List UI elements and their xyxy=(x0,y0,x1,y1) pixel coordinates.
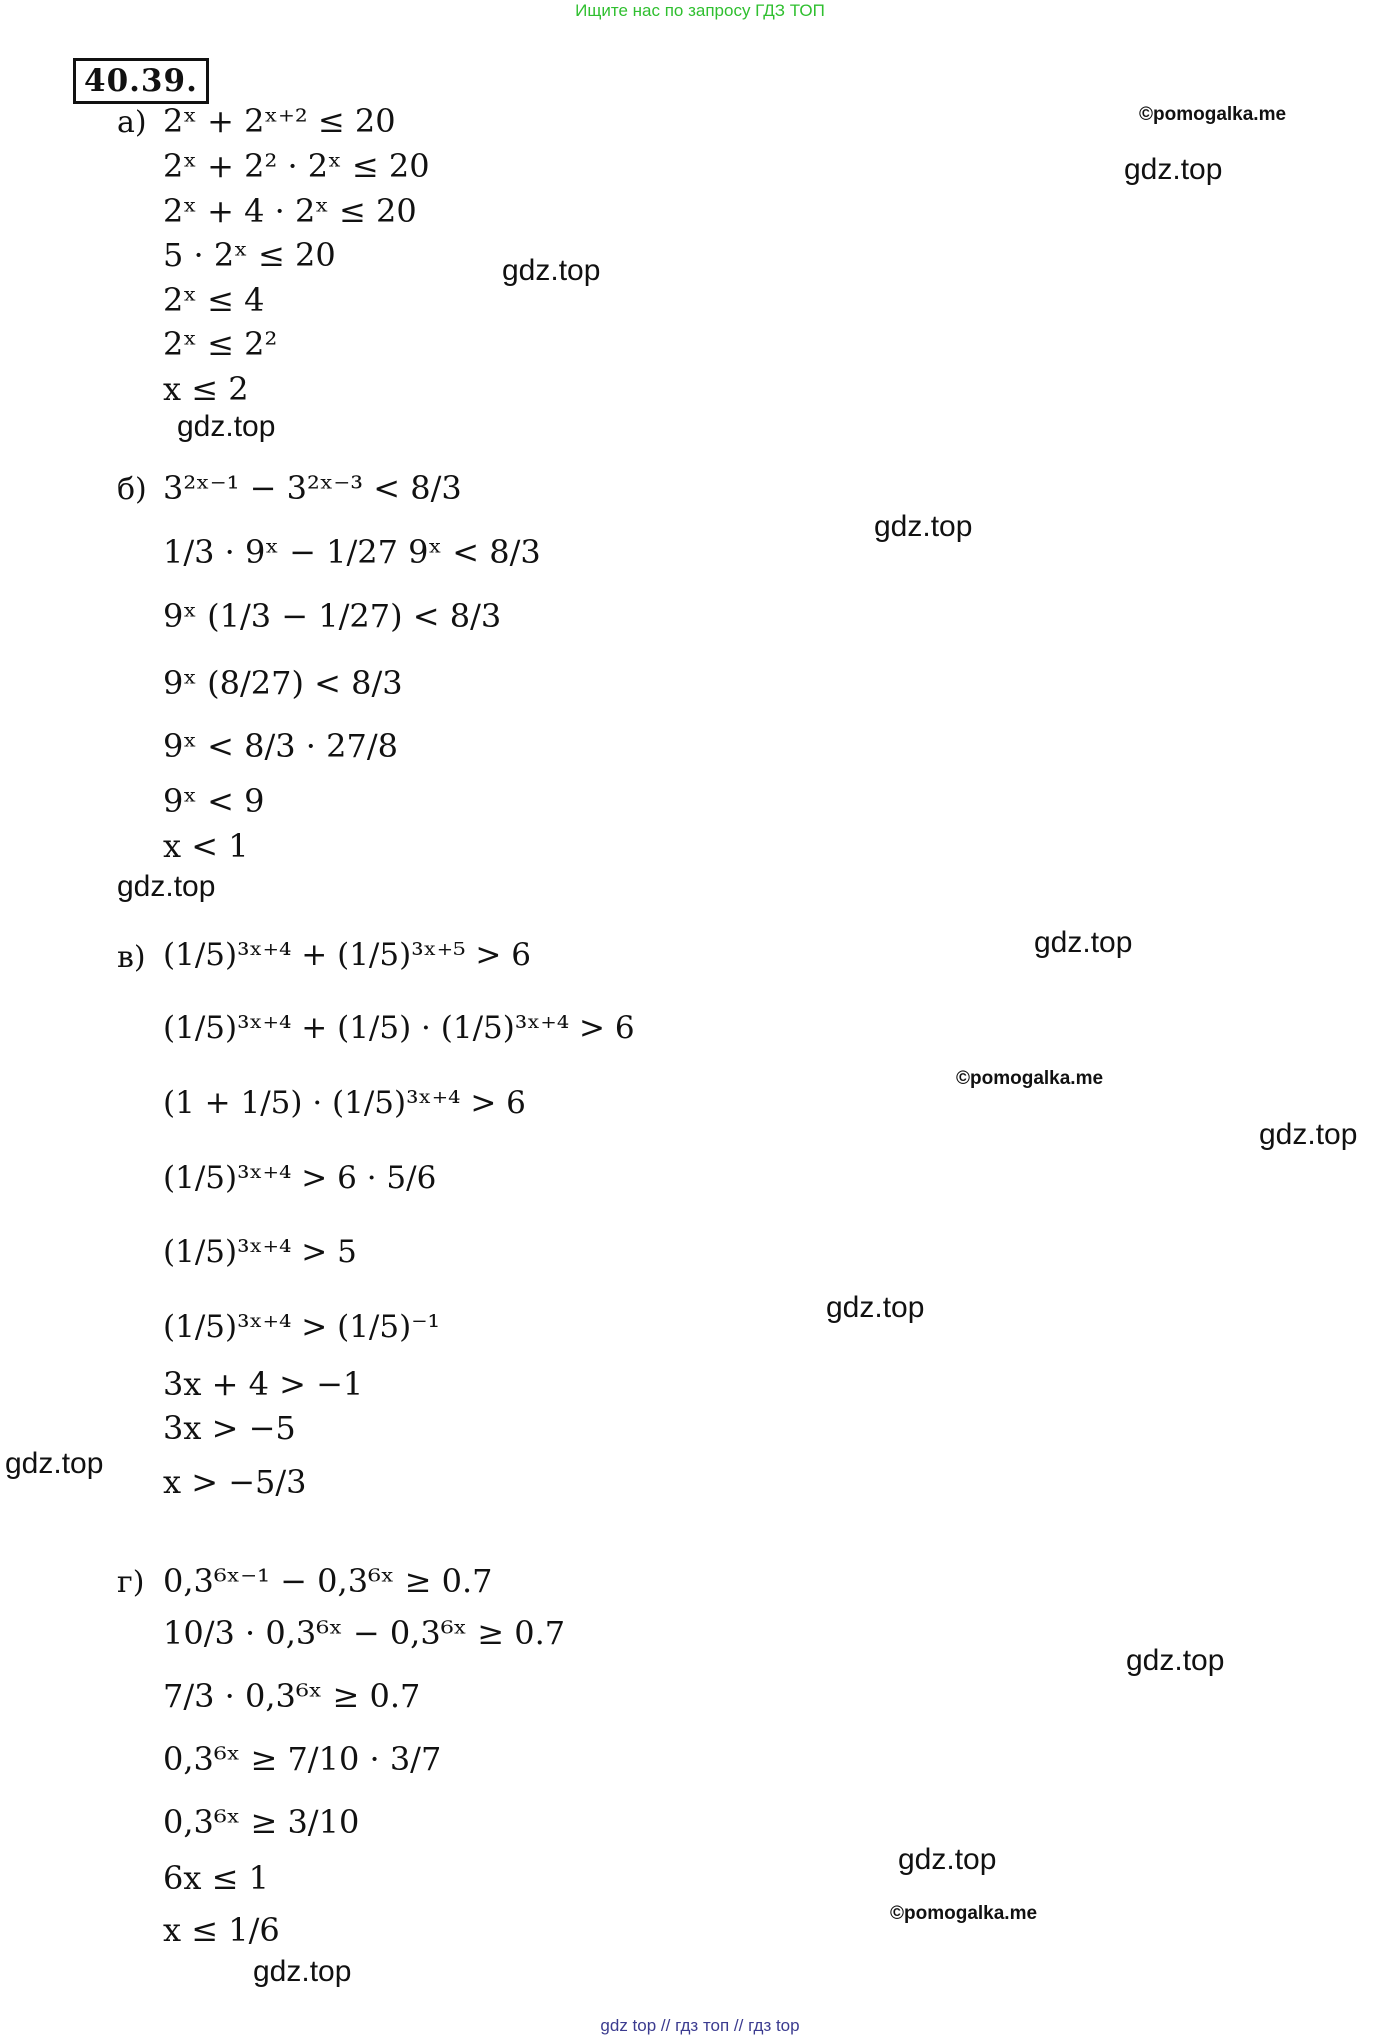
top-banner[interactable]: Ищите нас по запросу ГДЗ ТОП xyxy=(575,1,825,20)
copyright-mark: ©pomogalka.me xyxy=(956,1068,1104,1089)
solution-line: 9ˣ (8/27) < 8/3 xyxy=(163,664,403,702)
solution-line: 5 · 2ˣ ≤ 20 xyxy=(163,236,336,274)
watermark: gdz.top xyxy=(1259,1118,1358,1151)
watermark: gdz.top xyxy=(177,410,276,443)
solution-line: (1/5)³ˣ⁺⁴ > 5 xyxy=(163,1234,357,1270)
part-label-v: в) xyxy=(117,940,146,975)
solution-line: 10/3 · 0,3⁶ˣ − 0,3⁶ˣ ≥ 0.7 xyxy=(163,1614,566,1652)
solution-line: 2ˣ + 2ˣ⁺² ≤ 20 xyxy=(163,102,396,140)
watermark: gdz.top xyxy=(253,1955,352,1988)
watermark: gdz.top xyxy=(874,510,973,543)
part-label-b: б) xyxy=(117,472,147,507)
watermark: gdz.top xyxy=(1126,1644,1225,1677)
solution-line: (1/5)³ˣ⁺⁴ + (1/5) · (1/5)³ˣ⁺⁴ > 6 xyxy=(163,1010,635,1046)
solution-line: 6x ≤ 1 xyxy=(163,1859,269,1897)
solution-line: (1/5)³ˣ⁺⁴ > (1/5)⁻¹ xyxy=(163,1309,440,1345)
solution-line: 0,3⁶ˣ ≥ 7/10 · 3/7 xyxy=(163,1740,442,1778)
solution-line: x ≤ 1/6 xyxy=(163,1911,280,1949)
solution-line: 3²ˣ⁻¹ − 3²ˣ⁻³ < 8/3 xyxy=(163,469,462,507)
watermark: gdz.top xyxy=(5,1447,104,1480)
solution-line: 2ˣ + 2² · 2ˣ ≤ 20 xyxy=(163,147,430,185)
solution-line: 9ˣ < 8/3 · 27/8 xyxy=(163,727,398,765)
watermark: gdz.top xyxy=(502,254,601,287)
watermark: gdz.top xyxy=(898,1843,997,1876)
solution-line: 1/3 · 9ˣ − 1/27 9ˣ < 8/3 xyxy=(163,533,541,571)
watermark: gdz.top xyxy=(826,1291,925,1324)
solution-line: (1 + 1/5) · (1/5)³ˣ⁺⁴ > 6 xyxy=(163,1085,526,1121)
solution-line: 0,3⁶ˣ ≥ 3/10 xyxy=(163,1803,360,1841)
solution-line: 2ˣ + 4 · 2ˣ ≤ 20 xyxy=(163,192,417,230)
solution-line: 2ˣ ≤ 2² xyxy=(163,325,278,363)
part-label-g: г) xyxy=(117,1565,145,1600)
watermark: gdz.top xyxy=(1034,926,1133,959)
solution-line: (1/5)³ˣ⁺⁴ + (1/5)³ˣ⁺⁵ > 6 xyxy=(163,937,531,973)
solution-line: x > −5/3 xyxy=(163,1463,307,1501)
copyright-mark: ©pomogalka.me xyxy=(1139,104,1287,125)
problem-number: 40.39. xyxy=(73,58,209,104)
bottom-banner[interactable]: gdz top // гдз топ // гдз top xyxy=(600,2016,800,2035)
solution-line: (1/5)³ˣ⁺⁴ > 6 · 5/6 xyxy=(163,1160,437,1196)
solution-line: 9ˣ < 9 xyxy=(163,782,265,820)
solution-line: 9ˣ (1/3 − 1/27) < 8/3 xyxy=(163,597,502,635)
solution-line: x < 1 xyxy=(163,827,249,865)
copyright-mark: ©pomogalka.me xyxy=(890,1903,1038,1924)
solution-line: 3x + 4 > −1 xyxy=(163,1365,364,1403)
watermark: gdz.top xyxy=(117,870,216,903)
solution-line: 7/3 · 0,3⁶ˣ ≥ 0.7 xyxy=(163,1677,421,1715)
solution-line: 0,3⁶ˣ⁻¹ − 0,3⁶ˣ ≥ 0.7 xyxy=(163,1562,493,1600)
watermark: gdz.top xyxy=(1124,153,1223,186)
part-label-a: а) xyxy=(117,105,147,140)
solution-line: x ≤ 2 xyxy=(163,370,249,408)
solution-line: 2ˣ ≤ 4 xyxy=(163,281,265,319)
solution-line: 3x > −5 xyxy=(163,1409,296,1447)
